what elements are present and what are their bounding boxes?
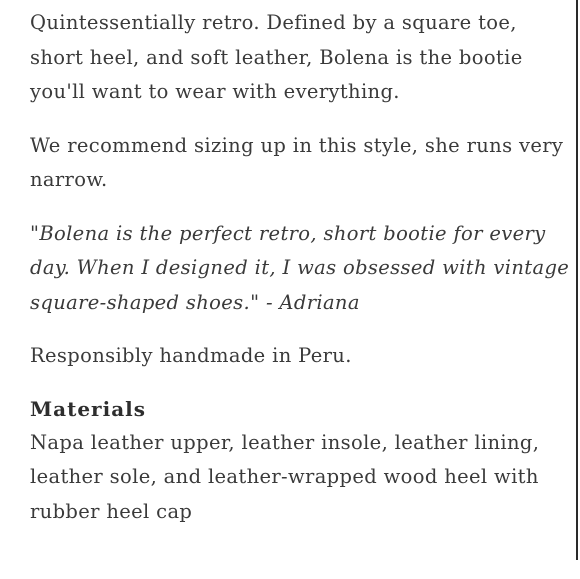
materials-heading: Materials [30,396,147,421]
origin-note: Responsibly handmade in Peru. [30,344,352,367]
description-intro: Quintessentially retro. Defined by a square toe, short heel, and soft leather, Bolena is the bootie you'll want to wear with everything. [30,11,523,103]
materials-text: Napa leather upper, leather insole, leather lining, leather sole, and leather-wrapped wood heel with rubber heel cap [30,430,540,523]
right-edge-divider [576,0,578,560]
sizing-note: We recommend sizing up in this style, she runs very narrow. [30,133,564,191]
designer-quote: "Bolena is the perfect retro, short bootie for every day. When I designed it, I was obsessed with vintage square-shaped shoes." - Adriana [30,221,570,314]
